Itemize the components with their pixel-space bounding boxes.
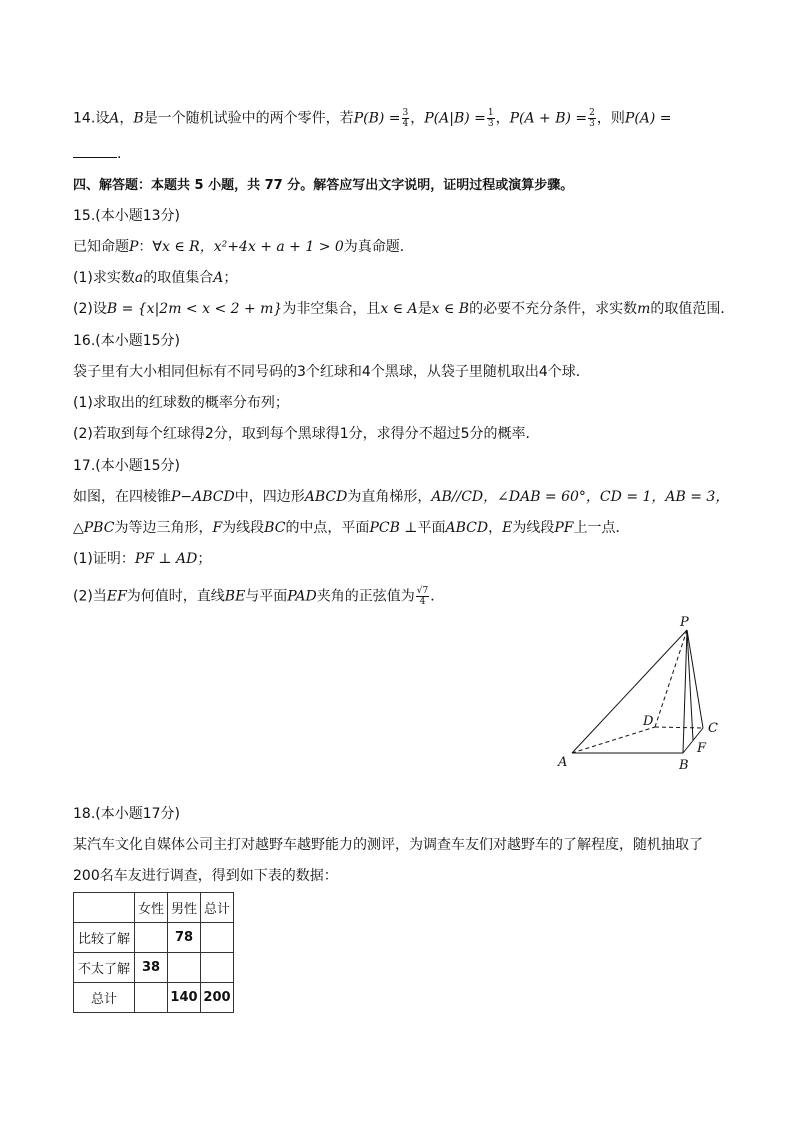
q14-text: 14.设 (73, 110, 110, 127)
q18-line2: 200名车友进行调查，得到如下表的数据： (73, 868, 338, 884)
q14-papb: P(A + B) = (509, 110, 588, 127)
q15-text: ； (223, 270, 238, 286)
q15-text: 已知命题 (73, 239, 129, 255)
edge-pd (655, 630, 687, 727)
table-cell: 78 (168, 923, 201, 953)
pyramid-figure (545, 608, 735, 773)
q17-text: 中，四边形 (234, 489, 305, 505)
q15-set-a: A (213, 270, 224, 286)
label-d: D (643, 714, 654, 729)
q15-text: 的取值集合 (143, 270, 214, 286)
table-cell (135, 983, 168, 1013)
table-header-cell: 男性 (168, 893, 201, 923)
q14-pab: P(A|B) = (424, 110, 486, 127)
q17-line1 (73, 487, 729, 507)
q17-pyramid: P−ABCD (171, 489, 235, 505)
q18-header: 18.(本小题17分) (73, 806, 181, 822)
table-row (74, 983, 234, 1013)
q17-text: 的中点，平面 (285, 520, 370, 536)
frac-denominator: 3 (487, 119, 494, 129)
q17-perp: PF ⊥ AD (134, 551, 198, 567)
q17-part1 (73, 549, 211, 569)
table-cell (201, 923, 234, 953)
q15-cond1: x ∈ A (380, 301, 418, 317)
q15-text: 为非空集合，且 (282, 301, 381, 317)
answer-blank (73, 145, 117, 158)
table-header-cell: 总计 (201, 893, 234, 923)
q17-text: (1)证明： (73, 551, 135, 567)
q17-seg-pf: PF (554, 520, 574, 536)
frac-numerator: 3 (402, 108, 409, 118)
q14-line1 (73, 108, 672, 129)
q16-part1: (1)求取出的红球数的概率分布列； (73, 395, 289, 411)
q15-text: (2)设 (73, 301, 107, 317)
q17-text: 为等边三角形， (114, 520, 213, 536)
q15-formula: x ∈ R，x²+4x + a + 1 > 0 (162, 239, 344, 255)
q17-line2 (73, 518, 629, 538)
table-cell: 200 (201, 983, 234, 1013)
q15-text: (1)求实数 (73, 270, 135, 286)
q14-comma: ， (410, 110, 425, 127)
q15-set-b: B = {x|2m < x < 2 + m} (106, 301, 283, 317)
q16-header: 16.(本小题15分) (73, 333, 181, 349)
q16-part2: (2)若取到每个红球得2分，取到每个黑球得1分，求得分不超过5分的概率． (73, 426, 540, 442)
q15-header: 15.(本小题13分) (73, 208, 181, 224)
q17-text: (2)当 (73, 588, 107, 605)
q17-plane-pad: PAD (287, 588, 317, 605)
table-cell: 140 (168, 983, 201, 1013)
table-header-cell (74, 893, 135, 923)
frac-numerator: 1 (487, 108, 494, 118)
q17-seg-bc: BC (264, 520, 286, 536)
table-cell (135, 923, 168, 953)
table-cell (168, 953, 201, 983)
q17-quad: ABCD (304, 489, 348, 505)
q17-triangle: △PBC (73, 520, 115, 536)
q15-text: 为真命题． (343, 239, 414, 255)
q17-text: ． (430, 588, 445, 605)
q14-var-b: B (133, 110, 144, 127)
table-header-cell: 女性 (135, 893, 168, 923)
q15-text: ：∀ (138, 239, 162, 255)
section-heading: 四、解答题：本题共 5 小题，共 77 分。解答应写出文字说明，证明过程或演算步骤。 (73, 178, 574, 193)
survey-table (73, 892, 234, 1013)
q14-frac-papb (588, 108, 596, 129)
q17-text: 为线段 (512, 520, 555, 536)
q15-var-m: m (637, 301, 651, 317)
q14-text: 是一个随机试验中的两个零件，若 (143, 110, 354, 127)
q14-comma: ， (495, 110, 510, 127)
q14-line2 (73, 144, 121, 164)
q17-var-e: E (502, 520, 513, 536)
table-row (74, 953, 234, 983)
label-c: C (708, 721, 718, 736)
q17-text: ； (197, 551, 212, 567)
q16-line1: 袋子里有大小相同但标有不同号码的3个红球和4个黑球，从袋子里随机取出4个球． (73, 364, 590, 380)
label-a: A (558, 755, 568, 770)
q17-text: 与平面 (245, 588, 288, 605)
q17-text: 为直角梯形， (347, 489, 432, 505)
q15-text: 是 (417, 301, 432, 317)
q15-line1 (73, 237, 414, 257)
table-cell (201, 953, 234, 983)
q14-pa: P(A) = (624, 110, 672, 127)
frac-numerator: 2 (589, 108, 595, 118)
frac-denominator: 4 (402, 119, 409, 129)
q15-cond2: x ∈ B (431, 301, 470, 317)
edge-pa (572, 630, 687, 753)
q15-part1 (73, 268, 237, 288)
q14-end: . (117, 146, 122, 162)
frac-denominator: 4 (419, 597, 426, 607)
q17-var-f: F (212, 520, 223, 536)
label-p: P (680, 615, 689, 630)
table-row-label: 不太了解 (74, 953, 135, 983)
q15-var-a: a (134, 270, 144, 286)
frac-numerator: √7 (416, 586, 429, 596)
q17-text: 如图，在四棱锥 (73, 489, 171, 505)
q17-frac-sine (416, 586, 429, 607)
table-row-label: 总计 (74, 983, 135, 1013)
q17-text: 夹角的正弦值为 (316, 588, 415, 605)
frac-denominator: 3 (589, 119, 595, 129)
q14-var-a: A (109, 110, 120, 127)
q17-header: 17.(本小题15分) (73, 458, 181, 474)
q17-text: 平面 (417, 520, 446, 536)
q17-plane-pcb: PCB ⊥ (369, 520, 418, 536)
table-row-label: 比较了解 (74, 923, 135, 953)
q17-text: 上一点． (573, 520, 630, 536)
table-header-row (74, 893, 234, 923)
edge-pb (683, 630, 687, 753)
q17-text: ， (488, 520, 503, 536)
q18-line1: 某汽车文化自媒体公司主打对越野车越野能力的测评，为调查车友们对越野车的了解程度，随机抽取了 (73, 837, 703, 853)
q14-frac-pb (402, 108, 410, 129)
table-row (74, 923, 234, 953)
q15-var-p: P (129, 239, 139, 255)
label-b: B (679, 758, 689, 773)
q15-text: 的取值范围． (650, 301, 735, 317)
q15-text: 的必要不充分条件，求实数 (469, 301, 638, 317)
q14-comma: ， (119, 110, 134, 127)
q17-part2 (73, 586, 444, 607)
q14-pb: P(B) = (353, 110, 401, 127)
label-f: F (697, 741, 707, 756)
q17-text: 为线段 (222, 520, 265, 536)
q17-plane-abcd: ABCD (445, 520, 489, 536)
q17-text: 为何值时，直线 (126, 588, 225, 605)
q14-text: ，则 (596, 110, 625, 127)
table-cell: 38 (135, 953, 168, 983)
q17-line-be: BE (224, 588, 246, 605)
edge-dc (655, 727, 703, 728)
q17-seg-ef: EF (106, 588, 127, 605)
q15-part2 (73, 299, 734, 319)
q14-frac-pab (487, 108, 495, 129)
q17-conditions: AB//CD，∠DAB = 60°，CD = 1，AB = 3， (431, 489, 730, 505)
